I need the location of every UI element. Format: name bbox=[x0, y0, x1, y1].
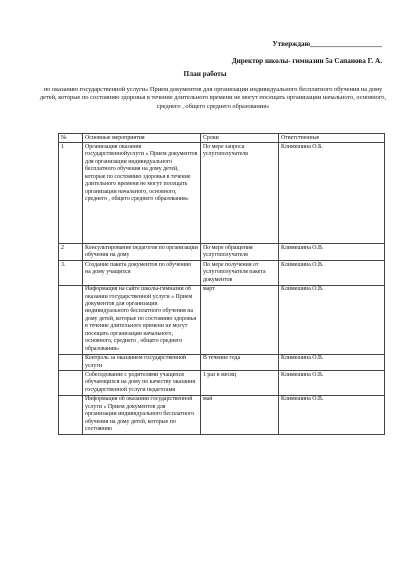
row-responsible: Климешина О.В. bbox=[279, 261, 385, 285]
table-row bbox=[59, 261, 385, 285]
row-activity: Информация на сайте школы-гимназии об оказании государственной услуги « Прием документов для организации индивидуального бесплатного обучения на дому детей, которые по состоянию здоровья в течение длительного времени не могут посещать организации начального, основного, среднего , общего среднего образования» bbox=[83, 285, 201, 354]
row-activity: Контроль за оказанием государственной услуги bbox=[83, 354, 201, 371]
table-row bbox=[59, 143, 385, 244]
director-line: Директор школы- гимназии 5а Сапанова Г. А. bbox=[231, 56, 382, 65]
row-number: 3. bbox=[59, 261, 83, 285]
row-activity: Консультирование педагогов по организации обучения на дому bbox=[83, 244, 201, 261]
header-activity: Основные мероприятия bbox=[83, 134, 201, 143]
plan-table bbox=[58, 133, 385, 435]
row-activity: Собеседование с родителями учащихся обучающихся на дому по качеству оказания государственной услуги педагогами bbox=[83, 371, 201, 395]
row-responsible: Климешина О.В. bbox=[279, 285, 385, 354]
page-title: План работы bbox=[183, 70, 227, 78]
row-responsible: Климешина О.В. bbox=[279, 371, 385, 395]
row-number: 2 bbox=[59, 244, 83, 261]
row-term: март bbox=[201, 285, 279, 354]
row-number bbox=[59, 285, 83, 354]
header-term: Сроки bbox=[201, 134, 279, 143]
row-term: По мере обращения услугополучателя bbox=[201, 244, 279, 261]
row-responsible: Климешина О.Б. bbox=[279, 143, 385, 244]
row-number bbox=[59, 395, 83, 434]
row-number bbox=[59, 371, 83, 395]
intro-text: по оказанию государственной услуги« Прием документов для организации индивидуального бесплатного обучения на дому детей, которые по состоянию здоровья в течение длительного времени не могут посещать организации начального, основного, среднего , общего среднего образования» bbox=[39, 86, 387, 110]
row-responsible: Климешина О.В. bbox=[279, 395, 385, 434]
header-responsible: Ответственные bbox=[279, 134, 385, 143]
row-term: 1 раз в месяц bbox=[201, 371, 279, 395]
row-activity: Информация об оказании государственной услуги « Прием документов для организации индивидуального бесплатного обучения на дому детей, которые по состоянию bbox=[83, 395, 201, 434]
row-responsible: Климешина О.В. bbox=[279, 354, 385, 371]
row-term: По мере получения от услугополучателя пакета документов bbox=[201, 261, 279, 285]
header-number: № bbox=[59, 134, 83, 143]
row-term: В течение года bbox=[201, 354, 279, 371]
table-row bbox=[59, 371, 385, 395]
row-activity: Создание пакета документов по обучению на дому учащихся bbox=[83, 261, 201, 285]
row-activity: Организация оказания государственнойуслуги « Прием документов для организации индивидуального бесплатного обучения на дому детей, которые по состоянию здоровья в течение длительного времени не могут посещать организации начального, основного, среднего , общего среднего образования» bbox=[83, 143, 201, 244]
row-term: май bbox=[201, 395, 279, 434]
table-row bbox=[59, 285, 385, 354]
approval-line: Утверждаю____________________ bbox=[272, 40, 382, 48]
table-row bbox=[59, 395, 385, 434]
table-header-row bbox=[59, 134, 385, 143]
approval-block bbox=[232, 41, 382, 66]
table-row bbox=[59, 354, 385, 371]
row-responsible: Климешина О.В. bbox=[279, 244, 385, 261]
row-number bbox=[59, 354, 83, 371]
row-number: 1 bbox=[59, 143, 83, 244]
table-row bbox=[59, 244, 385, 261]
row-term: По мере запроса услугополучателя bbox=[201, 143, 279, 244]
